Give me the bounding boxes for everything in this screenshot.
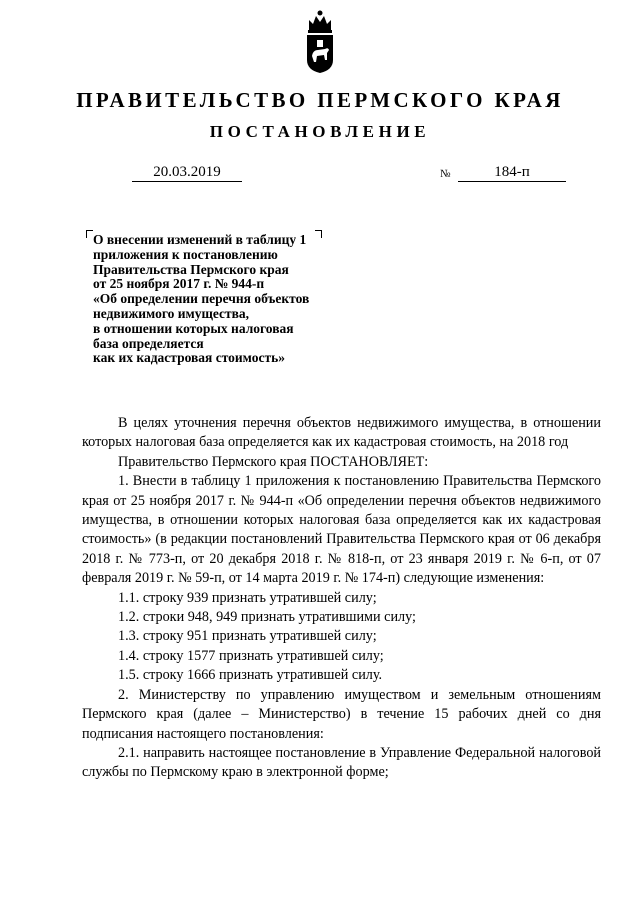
subject-line: в отношении которых налоговая <box>93 320 294 336</box>
government-title: ПРАВИТЕЛЬСТВО ПЕРМСКОГО КРАЯ <box>76 88 564 112</box>
item-1-3: 1.3. строку 951 признать утратившей силу; <box>118 628 377 645</box>
document-type: ПОСТАНОВЛЕНИЕ <box>209 122 431 141</box>
document-subject <box>93 233 363 366</box>
item-1-1: 1.1. строку 939 признать утратившей силу; <box>118 589 377 606</box>
coat-of-arms-icon <box>305 10 335 74</box>
subject-line: приложения к постановлению <box>93 246 278 262</box>
subject-line: как их кадастровая стоимость» <box>93 350 285 366</box>
subject-line: «Об определении перечня объектов <box>93 291 310 307</box>
number-label: № <box>440 168 451 180</box>
item-1-4: 1.4. строку 1577 признать утратившей силу; <box>118 647 384 664</box>
item-1-2: 1.2. строки 948, 949 признать утратившими силу; <box>118 609 416 626</box>
subject-line: недвижимого имущества, <box>93 305 250 321</box>
resolves-paragraph: Правительство Пермского края ПОСТАНОВЛЯЕТ: <box>118 453 429 470</box>
document-body <box>82 414 601 783</box>
subject-line: база определяется <box>93 335 204 351</box>
item-2-1: 2.1. направить настоящее постановление в Управление Федеральной налоговой службы по Пермскому краю в электронной форме; <box>82 744 601 781</box>
item-2: 2. Министерству по управлению имуществом и земельным отношениям Пермского края (далее – Министерство) в течение 15 рабочих дней со дня подписания настоящего постановления: <box>82 686 601 742</box>
bracket-corner-left <box>86 230 93 238</box>
preamble-paragraph: В целях уточнения перечня объектов недвижимого имущества, в отношении которых налоговая база определяется как их кадастровая стоимость, на 2018 год <box>82 415 601 451</box>
document-number: 184-п <box>458 163 566 182</box>
document-date: 20.03.2019 <box>132 163 242 182</box>
item-1-5: 1.5. строку 1666 признать утратившей силу. <box>118 667 383 684</box>
subject-line: О внесении изменений в таблицу 1 <box>93 232 307 247</box>
subject-line: Правительства Пермского края <box>93 261 289 277</box>
item-1: 1. Внести в таблицу 1 приложения к постановлению Правительства Пермского края от 25 ноября 2017 г. № 944-п «Об определении перечня объектов недвижимого имущества, в отношении которых налоговая база определяется как их кадастровая стоимость» (в редакции постановлений Правительства Пермского края от 06 декабря 2018 г. № 773-п, от 20 декабря 2018 г. № 818-п, от 23 января 2019 г. № 6-п, от 07 февраля 2019 г. № 59-п, от 14 марта 2019 г. № 174-п) следующие изменения: <box>82 473 601 587</box>
subject-line: от 25 ноября 2017 г. № 944-п <box>93 276 265 292</box>
